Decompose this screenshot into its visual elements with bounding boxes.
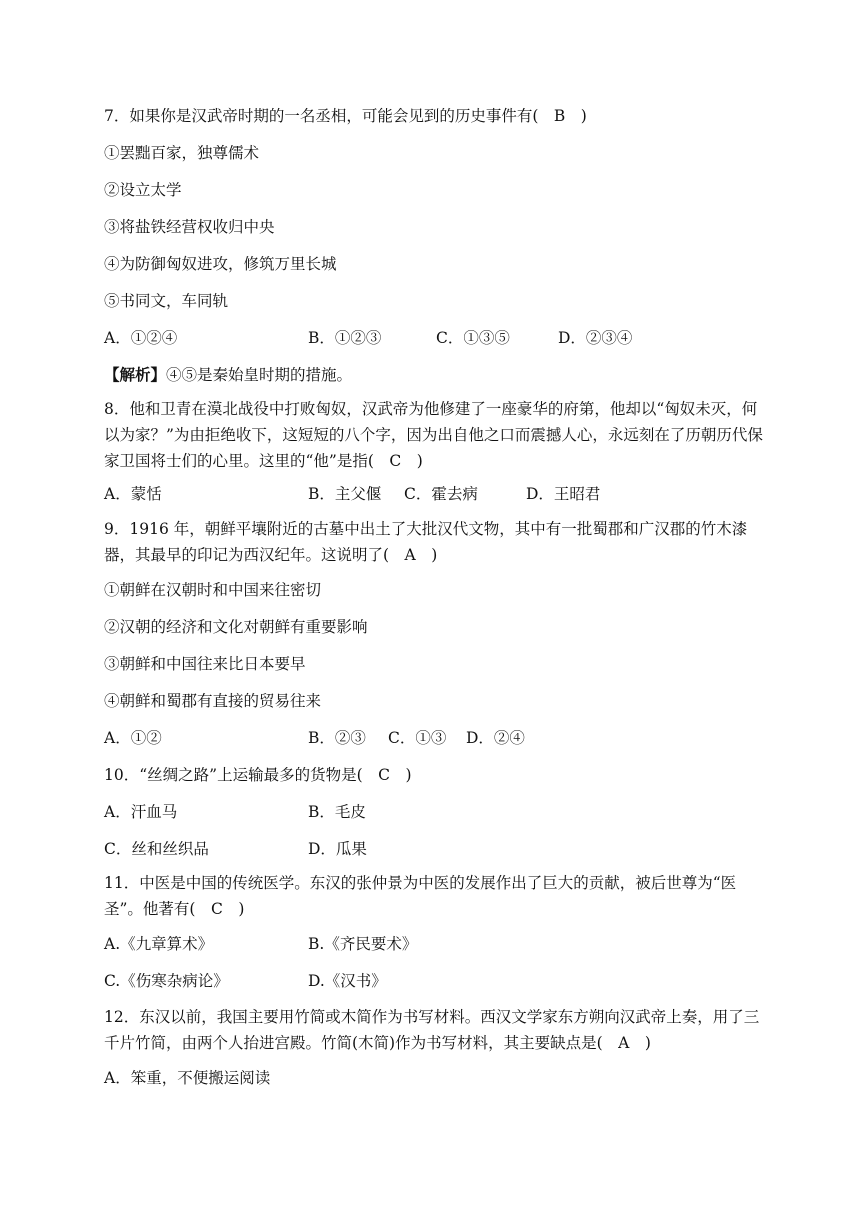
question-7-item-4: ④为防御匈奴进攻，修筑万里长城 [104,255,337,273]
question-9-item-3: ③朝鲜和中国往来比日本要早 [104,655,306,673]
question-7-item-1: ①罢黜百家，独尊儒术 [104,144,260,162]
question-9-item-4: ④朝鲜和蜀郡有直接的贸易往来 [104,692,322,710]
question-8-option-b: B．主父偃 [308,485,382,503]
question-9-stem: 9．1916 年，朝鲜平壤附近的古墓中出土了大批汉代文物，其中有一批蜀郡和广汉郡的竹木漆器，其最早的印记为西汉纪年。这说明了( A ) [104,520,748,564]
question-7-option-b: B．①②③ [308,329,382,347]
question-11-option-d: D.《汉书》 [308,972,387,990]
question-9-option-c: C．①③ [388,729,447,747]
question-7-analysis [104,365,764,385]
question-10-option-c: C．丝和丝织品 [104,840,209,858]
question-9-option-a: A．①② [104,729,162,747]
question-8-stem: 8．他和卫青在漠北战役中打败匈奴，汉武帝为他修建了一座豪华的府第，他却以“匈奴未灭，何以为家？”为由拒绝收下，这短短的八个字，因为出自他之口而震撼人心，永远刻在了历朝历代保家卫国将士们的心里。这里的“他”是指( C ) [104,400,763,470]
question-8-option-a: A．蒙恬 [104,485,162,503]
question-9-option-b: B．②③ [308,729,366,747]
question-7-item-5: ⑤书同文，车同轨 [104,292,229,310]
question-10-option-d: D．瓜果 [308,840,367,858]
question-10-option-a: A．汗血马 [104,803,178,821]
question-10-option-b: B．毛皮 [308,803,366,821]
question-11-option-a: A.《九章算术》 [104,935,214,953]
question-10-stem: 10．“丝绸之路”上运输最多的货物是( C ) [104,766,412,784]
analysis-text: ④⑤是秦始皇时期的措施。 [166,366,353,384]
question-9-item-1: ①朝鲜在汉朝时和中国来往密切 [104,581,322,599]
question-11-option-b: B.《齐民要术》 [308,935,418,953]
question-8-option-c: C．霍去病 [404,485,478,503]
question-9-option-d: D．②④ [466,729,525,747]
question-7-item-2: ②设立太学 [104,181,182,199]
question-11-option-c: C.《伤寒杂病论》 [104,972,229,990]
question-7-option-a: A．①②④ [104,329,178,347]
question-12-stem: 12．东汉以前，我国主要用竹简或木简作为书写材料。西汉文学家东方朔向汉武帝上奏，用了三千片竹简，由两个人抬进宫殿。竹简(木简)作为书写材料，其主要缺点是( A ) [104,1008,760,1052]
question-7-option-d: D．②③④ [558,329,633,347]
question-7-stem: 7．如果你是汉武帝时期的一名丞相，可能会见到的历史事件有( B ) [104,107,587,125]
question-9-item-2: ②汉朝的经济和文化对朝鲜有重要影响 [104,618,368,636]
question-12-option-a: A．笨重，不便搬运阅读 [104,1069,271,1087]
analysis-label: 【解析】 [104,365,167,384]
question-7-option-c: C．①③⑤ [436,329,510,347]
question-7-item-3: ③将盐铁经营权收归中央 [104,218,275,236]
question-11-stem: 11．中医是中国的传统医学。东汉的张仲景为中医的发展作出了巨大的贡献，被后世尊为“医圣”。他著有( C ) [104,874,737,918]
question-8-option-d: D．王昭君 [526,485,601,503]
